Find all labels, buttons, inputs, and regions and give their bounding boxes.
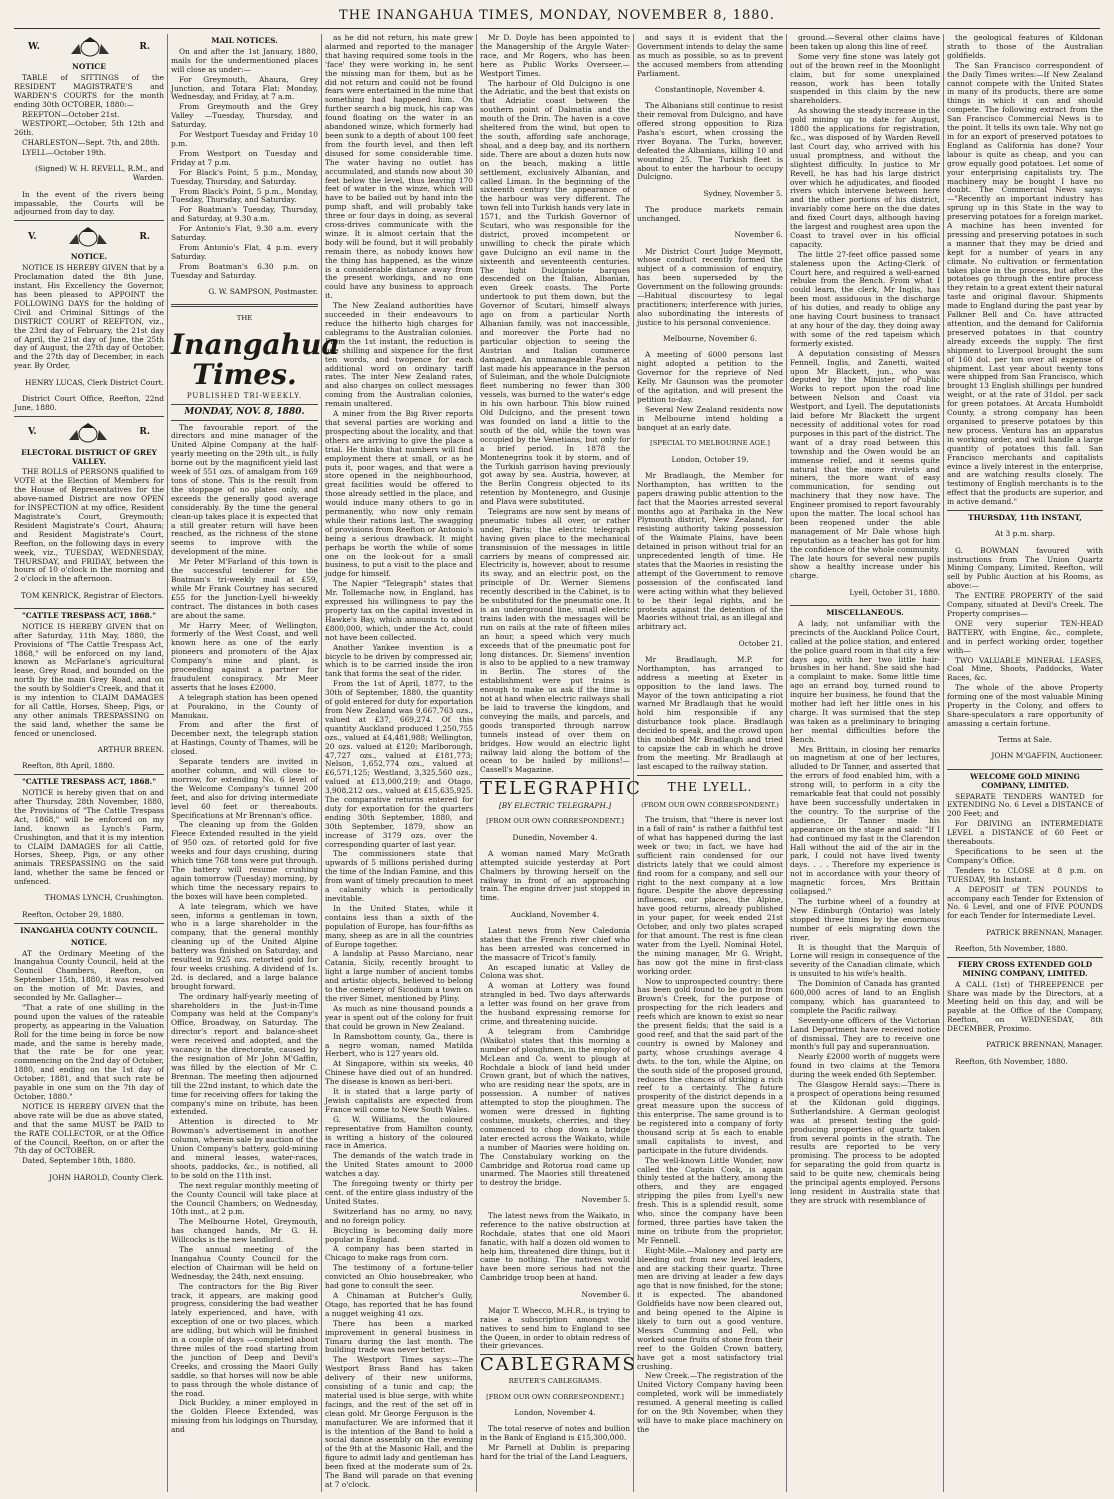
crest-notice-3: V. R. [14, 420, 164, 446]
column-5: and says it is evident that the Government intends to delay the same as much as possible, so as to prevent the accused members from attending Parliament. Constantinople, November 4. The Albanians still continue to resist their removal from Dulcigno, and have offered strong opposition to Riza Pasha's escort, when crossing the river Boyana. The Turks, however, defeated the Albanians, killing 10 and wounding 25. The Turkish fleet is about to enter the harbour to occupy Dulcigno. Sydney, November 5. The produce markets remain unchanged. November 6. Mr District Court Judge Meymott, whose conduct recently formed the subject of a commission of enquiry, has been superseded by the Government on the following grounds:—Habitual discourtesy to legal practitioners; interference with juries, also subordinating the interests of justice to his personal convenience. Melbourne, November 6. A meeting of 6000 persons last night adopted a petition to the Governor for the reprieve of Ned Kelly. Mr Gaunson was the promoter of the agitation, and will present the petition to-day. Several New Zealand residents now in Melbourne intend holding a banquet at an early date. [SPECIAL TO MELBOURNE AGE.] London, October 19. Mr Bradlaugh, the Member for Northampton, has written to the papers drawing public attention to the fact that the Maories arrested several months ago at Parihaka in the New Plymouth district, New Zealand, for resisting authority taking possession of the Waimate Plains, have been detained in prison without trial for an unprecedented length of time. He states that the Maories in resisting the attempt of the Government to remove possession of the confiscated land were acting within what they believed to be their legal rights, and he protests against the detention of the Maories without trial, as an illegal and arbitrary act. October 21. Mr Bradlaugh, M.P. for Northampton, has arranged to address a meeting at Exeter in opposition to the land laws. The Mayor of the town anticipating a riot warned Mr Bradlaugh that he would hold him responsible if any disturbance took place. Bradlaugh decided to speak, and the crowd upon this mobbed Mr Bradlaugh and tried to capsize the cab in which he drove from the meeting. Mr Bradlaugh at last escaped to the railway station. THE LYELL. (FROM OUR OWN CORRESPONDENT.) The truism, that "there is never lost in a fall of rain" is rather a faithful test of what has happened during the last week or two; in fact, we have had sufficient rain condensed for our districts lately that we could almost find room for a company, and sell our right to the next company at a low figure. Despite the above depressing influences, our places, the Alpine, have good returns, already published in your paper, for week ended 21st October, and only two plates scraped for that amount. The rest is fine clean water from the Lyell. Nominal Hotel, the mining manager, Mr G. Wright, has now got the mine in first-class working order. Now to unprospected country: there has been gold found to be got in from Brown's Creek, for the purpose of prospecting for the rich leaders and reefs which are known to exist so near the present fields; that the said is a good reef, and that the said part of the country is owned by Maloney and party, whose crushings average 4 dwts. to the ton, while the Alpine, on the south side of the proposed ground, reduces the chances of striking a rich reef to a certainty. The future prosperity of the district depends in a great measure upon the success of this enterprise. The same ground is to be registered into a company of forty thousand scrip at 5s each to enable small capitalists to invest, and participate in the future dividends. The well-known Little Wonder, now called the Captain Cook, is again thinly tested at the battery, among the others, and they are engaged stripping the piles from Lyell's new fresh. This is a splendid result, some who, since the company have been formed, three parties have taken the mine on tribute from the proprietor, Mr Fennell. Eight-Mile.—Maloney and party are bleeding out from new level leaders, and are stacking their quartz. Three men are driving at leader a few days ago that is now finished, for the stone; it is expected. The abandoned Goldfields have now been cleared out, and being opened to the Alpine is likely to turn out a good venture. Messrs Cumming and Fell, who worked some fruits of stone from their reef to the Golden Crown battery, have got a most satisfactory trial crushing. New Creek.—The registration of the United Victory Company having been completed, work will be immediately resumed. A general meeting is called for on the 9th November, when they will have to make place machinery on the [637, 33, 784, 1434]
royal-crest-icon [65, 226, 111, 248]
signature: THOMAS LYNCH, Crushington. [44, 893, 164, 903]
divider [14, 774, 164, 775]
column-rule [321, 34, 322, 1492]
divider [171, 304, 318, 307]
newspaper-title: Inangahua Times. [171, 327, 340, 391]
signature: ARTHUR BREEN. [97, 745, 164, 755]
divider [947, 957, 1103, 958]
signature: JOHN HAROLD, County Clerk. [49, 1172, 164, 1182]
crest-notice-1: W. R. [14, 34, 164, 60]
divider [637, 775, 783, 776]
divider [171, 404, 318, 405]
column-2: MAIL NOTICES. On and after the 1st January, 1880, mails for the undermentioned places will close as under:— For Greymouth, Ahaura, Grey Junction, and Totara Flat: Monday, Wednesday, and Friday, at 7 a.m. From Greymouth and the Grey Valley —Tuesday, Thursday, and Saturday. For Westport Tuesday and Friday 10 p.m. From Westport on Tuesday and Friday at 7 p.m. For Black's Point, 5 p.m., Monday, Tuesday, Thursday, and Saturday. From Black's Point, 5 p.m., Monday, Tuesday, Thursday, and Saturday. For Boatman's Tuesday, Thursday, and Saturday, at 9.30 a.m. For Antonio's Flat, 9.30 a.m. every Saturday. From Antonio's Flat, 4 p.m. every Saturday. From Boatman's 6.30 p.m. on Tuesday and Saturday. G. W. SAMPSON, Postmaster. THE Inangahua Times. PUBLISHED TRI-WEEKLY. MONDAY, NOV. 8, 1880. The favourable report of the directors and mine manager of the United Alpine Company at the half-yearly meeting on the 29th ult., is fully borne out by the magnificent yield last week of 551 ozs. of amalgam from 169 tons of stone. This is the result from the stoppage of no plates only, and exceeds the generally good average considerably. By the time the general clean-up takes place it is expected that a still greater return will have been reached, as the richness of the stone seems to improve with the development of the mine. Mr Peter M'Farland of this town is the successful tenderer for the Boatman's tri-weekly mail at £59, while Mr Frank Courtney has secured £55 for the Junction-Lyell bi-weekly contract. The distances in both cases are about the same. Mr Harry Meer, of Wellington, formerly of the West Coast, and well known here as one of the early pioneers and promoters of the Ajax Company's mine and plant, is proceeding against a partner for fraudulent conspiracy. Mr Meer asserts that he loses £2000. A telegraph station has been opened at Pourakino, in the County of Manukau. From and after the first of December next, the telegraph station at Hastings, County of Thames, will be closed. Separate tenders are invited in another column, and will close to-morrow, for extending No. 6 level of the Welcome Company's tunnel 200 feet, and also for driving intermediate level 60 feet or thereabouts. Specifications at Mr Brennan's office. The cleaning up from the Golden Fleece Extended resulted in the yield of 950 ozs. of retorted gold for five weeks and four days crushing, during which time 768 tons were put through. The battery will resume crushing again tomorrow (Tuesday) morning, by which time the necessary repairs to the boxes will have been completed. A late telegram, which we have seen, informs a gentleman in town, who is a large shareholder in the company, that the general monthly cleaning up of the United Alpine battery was finished on Saturday, and resulted in 925 ozs. retorted gold for four weeks crushing. A dividend of 1s. 2d. is declared, and a large balance brought forward. The ordinary half-yearly meeting of shareholders in the Just-in-Time Company was held at the Company's Office, Broadway, on Saturday. The director's report and balance-sheet were received and adopted, and the vacancy in the directorate, caused by the resignation of Mr John M'Gaffin, was filled by the election of Mr C. Brennan. The meeting then adjourned till the 22nd instant, to which date the time for receiving offers for taking the company's mine on tribute, has been extended. Attention is directed to Mr Bowman's advertisement in another column, wherein sale by auction of the Union Company's battery, gold-mining and mineral leases, water-races, shoots, paddocks, &c., is notified, all to be sold on the 11th inst. The next regular monthly meeting of the County Council will take place at the Council Chambers, on Wednesday, 10th inst., at 2 p.m. The Melbourne Hotel, Greymouth, has changed hands, Mr G. H. Willcocks is the new landlord. The annual meeting of the Inangahua County Council for the election of Chairman will be held on Wednesday, the 24th, next ensuing. The contractors for the Big River track, it appears, are making good progress, considering the bad weather lately experienced, and have, with exception of one or two places, which are sidling, but which will be finished in a couple of days —completed about three miles of the road starting from the junction of Deep and Devil's Creeks, and crossing the Maori Gully saddle, so that horses will now be able to pass through the whole distance of the road. Dick Buckley, a miner employed in the Golden Fleece Extended, was missing from his lodgings on Thursday, and [171, 36, 340, 1435]
divider [14, 220, 164, 221]
crest-notice-2: V. R. [14, 224, 164, 250]
signature: HENRY LUCAS, Clerk District Court. [25, 377, 164, 387]
divider [171, 420, 318, 421]
notice-title: NOTICE [72, 62, 106, 71]
column-rule [786, 34, 787, 1492]
miscellaneous-heading: MISCELLANEOUS. [826, 607, 904, 617]
column-rule [476, 34, 477, 1492]
column-1: W. R. NOTICE TABLE of SITTINGS of the RESIDENT MAGISTRATE'S and WARDEN'S COURTS for the month ending 30th OCTOBER, 1880:— REEFTON—October 21st. WESTPORT,—October, 5th 12th and 26th. CHARLESTON—Sept. 7th, and 28th. LYELL—October 19th. (Signed) W. H. REVELL, R.M., and Warden. In the event of the rivers being impassable, the Courts will be adjourned from day to day. V. R. NOTICE. NOTICE IS HEREBY GIVEN that by a Proclamation dated the 8th June, instant, His Excellency the Governor, has been pleased to APPOINT the FOLLOWING DAYS for the holding of Civil and Criminal Sittings of the DISTRICT COURT of REEFTON, viz., the 23rd day of February, the 21st day of April, the 21st day of June, the 25th day of August, the 27th day of October, and the 27th day of December, in each year. By Order, HENRY LUCAS, Clerk District Court. District Court Office, Reefton, 22nd June, 1880. V. R. ELECTORAL DISTRICT OF GREY VALLEY. THE ROLLS of PERSONS qualified to VOTE at the Election of Members for the House of Representatives for the above-named District are now OPEN for INSPECTION at my office, Resident Magistrate's Court, Greymouth; Resident Magistrate's Court, Ahaura; and Resident Magistrate's Court, Reefton, on the following days in every week, viz., TUESDAY, WEDNESDAY, THURSDAY, and FRIDAY, between the hours of 10 o'clock in the morning and 2 o'clock in the afternoon. TOM KENRICK, Registrar of Electors. "CATTLE TRESPASS ACT, 1868." NOTICE IS HEREBY GIVEN that on after Saturday, 11th May, 1880, the Provisions of "The Cattle Trespass Act, 1868," will be enforced on my land, known as McFarlane's agricultural lease, Grey Road, and bounded on the north by the main Grey Road, and on the south by Soldier's Creek, and that it is my intention to CLAIM DAMAGES for all Cattle, Horses, Sheep, Pigs, or any other animals TRESPASSING on the said land, whether the same be fenced or unenclosed. ARTHUR BREEN. Reefton, 8th April, 1880. "CATTLE TRESPASS ACT, 1868." NOTICE is hereby given that on and after Thursday, 28th November, 1880, the Provisions of "The Cattle Trespass Act, 1868," will be enforced on my land, known as Lynch's Farm, Crushington, and that it is my intention to CLAIM DAMAGES for all Cattle, Horses, Sheep, Pigs, or any other animals TRESPASSING on the said land, whether the same be fenced or unfenced. THOMAS LYNCH, Crushington. Reefton, October 29, 1880. INANGAHUA COUNTY COUNCIL. NOTICE. AT the Ordinary Meeting of the Inangahua County Council, held at the Council Chambers, Reefton, on September 15th, 1880, it was resolved on the motion of Mr. Davies, and seconded by Mr. Gallagher— "That a rate of one shilling in the pound upon the values of the rateable property, as appearing in the Valuation Roll for the time being in force be now made, and the same is hereby made, that the rate be for one year, commencing on the 2nd day of October, 1880, and ending on the 1st day of October, 1881, and that such rate be payable in one sum on the 7th day of October, 1880." NOTICE IS HEREBY GIVEN that the above rate will be due as above stated, and that the same MUST be PAID to the RATE COLLECTOR, or at the Office of the Council, Reefton, on or after the 7th day of OCTOBER. Dated, September 18th, 1880. JOHN HAROLD, County Clerk. [14, 34, 164, 1494]
column-rule [943, 34, 944, 1492]
masthead: THE INANGAHUA TIMES, MONDAY, NOVEMBER 8, 1880. [339, 8, 775, 23]
divider [947, 769, 1103, 770]
signature: PATRICK BRENNAN, Manager. [986, 1040, 1103, 1050]
column-rule [633, 34, 634, 1492]
signature: G. W. SAMPSON, Postmaster. [208, 286, 318, 296]
signature: JOHN M'GAFFIN, Auctioneer. [991, 751, 1103, 761]
royal-crest-icon [65, 422, 111, 444]
telegraphic-heading: TELEGRAPHIC [480, 778, 642, 800]
divider [14, 923, 164, 924]
signature: (Signed) W. H. REVELL, R.M., and Warden. [35, 164, 164, 183]
column-7: the geological features of Kildonan strath to those of the Australian goldfields. The San Francisco correspondent of the Daily Times writes:—If New Zealand cannot compete with the United States in many of its products, there are some things in which it can and should compete. The following extract from the San Francisco Commercial News is to the point. It tells its own tale. Why not go in for an export of preserved potatoes to England as California has done? Your labour is quite as cheap, and you can grow equally good potatoes. Let some of your enterprising capitalists try. The machinery may be bought I have no doubt. The Commercial News says:—"Recently an important industry has sprung up in this State in the way to preserving potatoes for a foreign market. A machine has been invented for pressing and preserving potatoes in such a manner that they may be dried and kept for a number of years in any climate. No cultivation or fermentation takes place in the process, but after the potatoes go through the entire process they retain to a great extent their natural taste and original flavour. Shipments made to England during the past year by Falkner Bell and Co. have attracted attention, and the demand for California preserved potatoes in that country already exceeds the supply. The first shipment to Liverpool brought the sum of 160 dol. per ton over all expense of shipment. Last year about twenty tons were shipped from San Francisco, which brought 13 English shillings per hundred weight, or at the rate of 31dol. per sack for green potatoes. At Arcata Humboldt County, a strong company has been organised to preserve potatoes by this new process. Ventura has an apparatus in working order, and will handle a large quantity of potatoes this fall. San Francisco merchants and capitalists evince a lively interest in the enterprise, and are watching results closely. The testimony of English merchants is to the effect that the products are superior, and in active demand." THURSDAY, 11th INSTANT, At 3 p.m. sharp. G. BOWMAN favoured with instructions from The Union Quartz Mining Company, Limited, Reefton, will sell by Public Auction at his Rooms, as above:— The ENTIRE PROPERTY of the said Company, situated at Devil's Creek. The Property comprises— ONE very superior TEN-HEAD BATTERY, with Engine, &c., complete, and in perfect working order, together with— TWO VALUABLE MINERAL LEASES, Coal Mine, Shoots, Paddocks, Water Races, &c. The whole of the above Property forming one of the most valuable Mining Property in the Colony, and offers to Share-speculators a rare opportunity of amassing a certain fortune. Terms at Sale. JOHN M'GAFFIN, Auctioneer. WELCOME GOLD MINING COMPANY, LIMITED. SEPARATE TENDERS WANTED for EXTENDING No. 6 Level a DISTANCE of 200 Feet; and For DRIVING an INTERMEDIATE LEVEL a DISTANCE of 60 Feet or thereabouts. Specifications to be seen at the Company's Office. Tenders to CLOSE at 8 p.m. on TUESDAY, 9th Instant. A DEPOSIT of TEN POUNDS to accompany each Tender for Extension of No. 6 Level, and one of FIVE POUNDS for each Tender for Intermediate Level. PATRICK BRENNAN, Manager. Reefton, 5th November, 1880. FIERY CROSS EXTENDED GOLD MINING COMPANY, LIMITED. A CALL (1st) of THREEPENCE per Share was made by the Directors, at a Meeting held on this day, and will be payable at the Office of the Company, Reefton, on WEDNESDAY, 8th DECEMBER, Proximo. PATRICK BRENNAN, Manager. Reefton, 6th November, 1880. [947, 33, 1103, 1066]
column-6: ground.—Several other claims have been taken up along this line of reef. Some very fine stone was lately got out of the brown reef in the Moonlight claim, but for some unexplained reason, work has been totally suspended in this claim by the new shareholders. As showing the steady increase in the gold mining up to date for August, 1880 the applications for registration, &c., was disposed of by Warden Revell last Court day, who arrived with his usual promptness, and without the slightest difficulty. In justice to Mr Revell, he has had his large district over which he adjudicates, and flooded rivers which intervene between here and the other portions of his district, invariably come here on the due dates and fixed Court days, although having the largest and roughest area upon the Coast to travel over in his official capacity. The little 27-feet office passed some staleness upon the Acting-Clerk of Court here, and required a well-earned rebuke from the Bench. From what I could learn, the clerk, Mr Inglis, has been most assiduous in the discharge of his duties, and ready to oblige any one having Court business to transact at any hour of the day, they doing away with some of the red tapeism which formerly existed. A deputation consisting of Messrs Fennell, Inglis, and Zanetti, waited upon Mr Blackett, jun., who was deputed by the Minister of Public Works to report upon the road line between Nelson and Coast via Westport, and Lyell. The deputationists laid before Mr Blackett the urgent necessity of additional votes for road purposes in this part of the district. The want of a dray road between this township and the Owen would be an immense relief, and it seems quite natural that the more rivulets and miners, the more want of easy communication, for sending out machinery that they now have. The Engineer promised to report favourably upon the matter. The local school has been reopened under the able management of Mr Dale whose high reputation as a teacher has got for him the confidence of the whole community. The late hours for several new pupils show a healthy increase under his charge. Lyell, October 31, 1880. MISCELLANEOUS. A lady, not unfamiliar with the precincts of the Auckland Police Court, called at the police station, and entered the police guard room in that city a few days ago, with her two little hair-brushes in her hand. She said she had a complaint to make. Some little time ago an errand boy, turned round to inquire her business, he found that the mother had left her little ones in his charge. It was surmised that the step was taken as a preliminary to bringing her mental difficulties before the Bench. Mrs Brittain, in closing her remarks on magnetism at one of her lectures, alluded to Dr Tanner, and asserted that the errors of food enabled him, with a strong will, to perform in a city the remarkable feat that could not possibly have been successfully undertaken in the country. To the surprise of the audience, Dr Tanner made his appearance on the stage and said: "If I had continued my fast in the Clarendon Hall without the aid of the air in the park, I could not have lived twenty days. . . . Therefore my experience is not in accordance with your theory of magnetic forces, Mrs Brittain collapsed." The turbine wheel of a foundry at New Edinburgh (Ontario) was lately stopped three times by the enormous number of eels migrating down the river. It is thought that the Marquis of Lorne will resign in consequence of the severity of the Canadian climate, which is unsuited to his wife's health. The Dominion of Canada has granted 600,000 acres of land to an English company, which has guaranteed to complete the Pacific railway. Seventy-one officers of the Victorian Land Department have received notice of dismissal. They are to receive one month's full pay and superannuation. Nearly £2000 worth of nuggets were found in two claims at the Temora during the week ended 6th September. The Glasgow Herald says:—There is a prospect of operations being resumed at the Kildonan gold diggings, Sutherlandshire. A German geologist was at present testing the gold-producing properties of quartz taken from several points in the strath. The results are reported to be very promising. The process to be adopted for separating the gold from quartz is said to be quite new, chemicals being the principal agents employed. Persons long resident in Australia state that they are struck with resemblance of [790, 33, 940, 1205]
dateline: MONDAY, NOV. 8, 1880. [184, 406, 305, 417]
column-3: as he did not return, his mate grew alarmed and reported to the manager that having required some tools in the 'face' they were working in, he sent the missing man for them, but as he did not return and could not be found fears were entertained in the mine that something had happened him. On further search a big muck, his cap was found floating on the water in an abandoned winze, which formerly had been sunk to a depth of about 100 feet from the fourth level, and then left disused for some considerable time. The water having no outlet has accumulated, and stands now about 30 feet below the level, thus leaving 170 feet of water in the winze, which will have to be bailed out by hand into the pump shaft, and will probably take three or four days in doing, as several cross-drives communicate with the winze. It is almost certain that the body will be found, but it will probably remain there, as nobody knows how the thing has happened, as the winze is a considerable distance away from the present workings, and no one could have any business to approach it. The New Zealand authorities have succeeded in their endeavours to reduce the hitherto high charges for cablegrams to the Australian colonies. From the 1st instant, the reduction is one shilling and sixpence for the first ten words, and twopence for each additional word on ordinary tariff rates. The inter New Zealand rates, and also charges on collect messages coming from the Australian colonies, remain unaltered. A miner from the Big River reports that several parties are working and prospecting about the locality, and that others are arriving to give the place a trial. He thinks that numbers will find employment there at small, or as he puts it, poor wages, and that were a store opened in the neighbourhood, great facilities would be offered to those already settled in the place, and would induce many others to go in permanently, who now only remain while their rations last. The swagging of provisions from Reefton or Antonio's being a serious drawback. It might perhaps be worth the while of some one on the look-out for a small business, to put a visit to the place and judge for himself. The Napier "Telegraph" states that Mr. Tollemache now, in England, has expressed his willingness to pay the property tax on the capital invested in Hawke's Bay, which amounts to about £800,000, which, under the Act, could not have been collected. Another Yankee invention is a bicycle to be driven by compressed air, which is to be carried inside the iron tank that forms the seat of the rider. From the 1st of April, 1877, to the 30th of September, 1880, the quantity of gold entered for duty for exportation from New Zealand was 9,667,763 ozs., valued at £37, 669,274. Of this quantity Auckland produced 1,250,755 ozs., valued at £4,481,988; Wellington, 20 ozs. valued at £120; Marlborough, 47,727 ozs., valued at £181,773; Nelson, 1,652,774 ozs., valued at £6,571,125; Westland, 3,325,560 ozs., valued at £13,000,219; and Otago, 3,908,212 ozs., valued at £15,635,925. The comparative returns entered for duty for exportation for the quarters ending 30th September, 1880, and 30th September, 1879, show an increase of 3179 ozs. over the corresponding quarter of last year. The commissioners state that upwards of 5 millions perished during the time of the Indian Famine, and this from want of timely precaution to meet a calamity which is periodically inevitable. In the United States, while it contains less than a sixth of the population of Europe, has four-fifths as many, sheep as are in all the countries of Europe together. A landslip at Passo Marciano, near Catania, Sicily, recently brought to light a large number of ancient tombs and artistic objects, believed to belong to the cemetery of Sicodium a town on the river Simet, mentioned by Pliny. As much as nine thousand pounds a year is spent out of the colony for fruit that could be grown in New Zealand. In Ramsbottom county, Ga., there is a negro woman, named Matilda Herbert, who is 127 years old. At Singapore, within six weeks, 40 Chinese have died out of an hundred. The disease is known as beri-beri. It is stated that a large party of Jewish capitalists are expected from France will come to New South Wales. G. W. Williams, the coloured representative from Hamilton county, is writing a history of the coloured race in America. The demands of the watch trade in the United States amount to 2000 watches a day. The foregoing twenty or thirty per cent. of the entire glass industry of the United States. Switzerland has no army, no navy, and no foreign policy. Bicycling is becoming daily more popular in England. A company has been started in Chicago to make rags from corn. The testimony of a fortune-teller convicted an Ohio housebreaker, who had gone to consult the seer. A Chinaman at Butcher's Gully, Otago, has reported that he has found a nugget weighing 41 ozs. There has been a marked improvement in general business in Timaru during the last month. The building trade was never better. The Westport Times says:—The Westport Brass Band has taken delivery of their new uniforms, consisting of a tunic and cap; the material used is blue serge, with white facings, and the rest of the set off in clean gold. Mr George Ferguson is the manufacturer. We are informed that it is the intention of the Band to hold a social dance assembly on the evening of the 9th at the Masonic Hall, and the figure to admit lady and gentleman has been fixed at the moderate sum of 2s. The Band will parade on that evening at 7 o'clock. [325, 33, 473, 1489]
lyell-heading: THE LYELL. [667, 779, 753, 794]
royal-crest-icon [67, 36, 113, 58]
column-rule [167, 34, 168, 1492]
divider [947, 510, 1103, 511]
cablegrams-heading: CABLEGRAMS [480, 1354, 637, 1376]
signature: PATRICK BRENNAN, Manager. [986, 927, 1103, 937]
masthead-rule [14, 28, 1100, 29]
divider [14, 416, 164, 417]
column-4: Mr D. Doyle has been appointed to the Managership of the Argyle Water-race, and Mr Rogers, who has been here as Public Works Overseer.—Westport Times. The harbour of Old Dulcigno is one the Adriatic, and the best that exists on that Adriatic coast between the southern point of Dalmatia and the mouth of the Drin. The haven is a cove sheltered from the wind, but open to the south, affording safe anchorage, shoal, and a deep bay, and its northern side. There are about a dozen huts now on the beach, making a little settlement, exclusively Albanian, and called Liman. In the beginning of the sixteenth century the appearance of the harbour was very different. The town fell into Turkish hands very late in 1571, and the Turkish Governor of Scutari, who was responsible for the district, proved incompetent or unwilling to check the pirate which gave Dulcigno an evil name in the sixteenth and seventeenth centuries. The light Dulcigniote barques descended on the Italian, Albanian, even Greek coasts. The Porte undertook to put them down, but the Governor of Scutari, himself always ago on from a particular North Albanian family, was not inaccessible, and moreover the Porte had no particular objection to seeing the Austrian and Italian commerce damaged. An unmanageable Pasha at last made his appearance in the person of Suleiman, and the whole Dulcigniote fleet numbering no fewer than 300 vessels, was burned to the water's edge in his own harbour. This blow ruined Old Dulcigno, and the present town was founded on land a little to the south of the old, while the town was occupied by the Venetians, but only for a brief period. In 1878 the Montenegrins took it by storm, and of the Turkish garrison having previously got away by sea. Austria, however, at the Berlin Congress objected to its retention by Montenegro, and Gusinje and Plava were substituted. Telegrams are now sent by means of pneumatic tubes all over, or rather under, Paris; the electric telegraph having given place to the mechanical transmission of the messages in little carriers by means of compressed air. Electricity is, however, about to resume its sway, and an electric post, on the principle of Dr. Werner Siemens recently described in the Cabinet, is to be substituted for the pneumatic one. It is an underground line, small electric trains laden with the messages will be run on rails at the rate of fifteen miles an hour, a speed which very much exceeds that of the pneumatic post for long distances. Dr. Siemens' invention is also to be applied to a new tramway in Berlin. The stores of the establishment were put trains is enough to make us ask if the time is not at hand when electric railways shall be laid to traverse the kingdom, and conveying the mails, and parcels, and goods transported through narrow tunnels instead of over them on bridges. How would an electric light railway laid along the bottom of the ocean to be hailed by millions!—Cassell's Magazine. TELEGRAPHIC [BY ELECTRIC TELEGRAPH.] [FROM OUR OWN CORRESPONDENT.] Dunedin, November 4. A woman named Mary McGrath attempted suicide yesterday at Port Chalmers by throwing herself on the railway in front of an approaching train. The engine driver just stopped in time. Auckland, November 4. Latest news from New Caledonia states that the French river chief who has been arrested was concerned in the massacre of Tricot's family. An escaped lunatic at Valley de Colona was shot. A woman at Lottery was found strangled in bed. Two days afterwards a letter was found on her grave from the husband expressing remorse for crime, and threatening suicide. A telegram from Cambridge (Waikato) states that this morning a number of ploughmen, in the employ of McLean and Co. went to plough at Rochdale a block of land held under Crown grant, but of which the natives, who are residing near the spots, are in possession. A number of natives attempted to stop the ploughmen. The women were dressed in fighting costume, muskets, cherries, and they commenced to chop down a bridge later erected across the Waikato, while a number of Maories were holding on. The Constabulary working on the Cambridge and Rotorua road came up unarmed. The Maories still threatened to destroy the bridge. November 5. The latest news from the Waikato, in reference to the native obstruction at Rochdale, states that one old Maori fanatic, with half a dozen old women to help him, threatened dire things, but it came to nothing. The natives would have been more serious had not the Cambridge troop been at hand. November 6. Major T. Whecco, M.H.R., is trying to raise a subscription amongst the natives to send him to England to see the Queen, in order to obtain redress of their grievances. CABLEGRAMS REUTER'S CABLEGRAMS. [FROM OUR OWN CORRESPONDENT.] London, November 4. The total reserve of notes and bullion in the Bank of England is £15,300,000. Mr Parnell at Dublin is preparing hard for the trial of the Land Leaguers, [480, 33, 642, 1462]
signature: TOM KENRICK, Registrar of Electors. [20, 590, 164, 600]
divider [790, 605, 940, 606]
divider [14, 608, 164, 609]
